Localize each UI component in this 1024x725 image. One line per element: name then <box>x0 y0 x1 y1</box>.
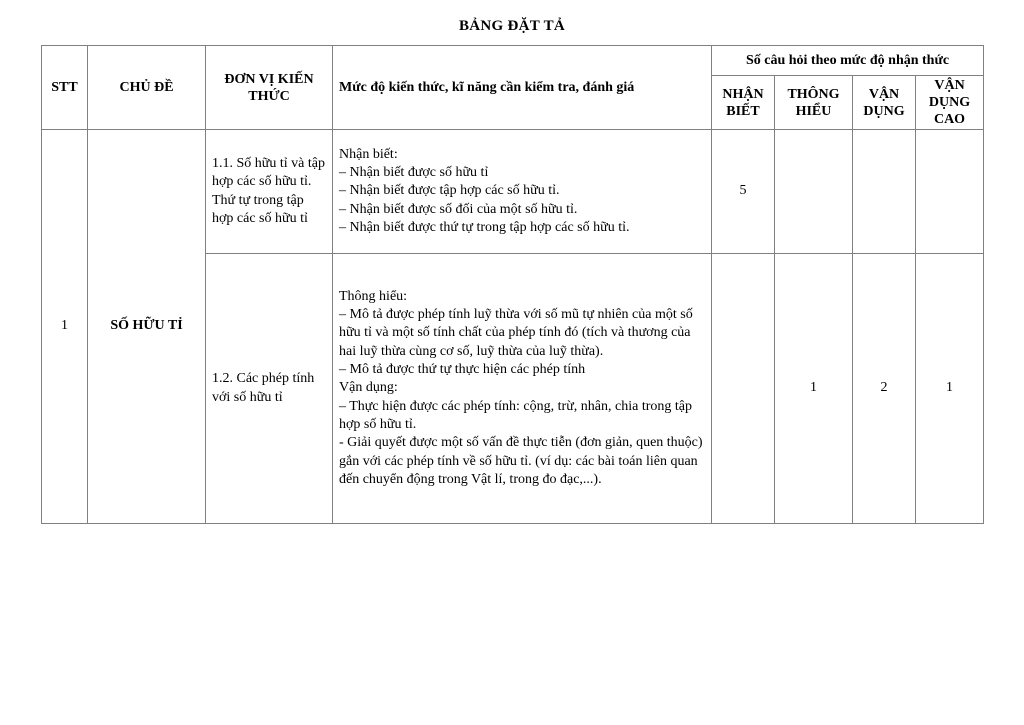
header-thong-hieu: THÔNG HIỂU <box>775 76 853 130</box>
description-line: – Nhận biết được số đối của một số hữu tỉ. <box>339 201 578 217</box>
count-nhan-biet <box>712 254 775 524</box>
description-line: – Nhận biết được thứ tự trong tập hợp các số hữu tỉ. <box>339 219 630 235</box>
header-don-vi-kien-thuc: ĐƠN VỊ KIẾN THỨC <box>206 46 333 130</box>
table-row <box>42 130 984 254</box>
unit-description <box>333 254 712 524</box>
description-line: - Giải quyết được một số vấn đề thực tiễn (đơn giản, quen thuộc) gắn với các phép tính về số hữu tỉ. (ví dụ: các bài toán liên quan đến chuyển động trong Vật lí, trong đo đạc,...). <box>339 435 703 487</box>
header-nhan-biet: NHẬN BIẾT <box>712 76 775 130</box>
header-so-cau-hoi: Số câu hỏi theo mức độ nhận thức <box>712 46 984 76</box>
unit-name: 1.1. Số hữu tỉ và tập hợp các số hữu tỉ. Thứ tự trong tập hợp các số hữu tỉ <box>206 130 333 254</box>
unit-name: 1.2. Các phép tính với số hữu tỉ <box>206 254 333 524</box>
description-line: – Nhận biết được số hữu tỉ <box>339 165 489 181</box>
count-van-dung <box>853 130 916 254</box>
count-thong-hieu: 1 <box>775 254 853 524</box>
description-line: Nhận biết: <box>339 146 398 162</box>
document-title: BẢNG ĐẶT TẢ <box>458 18 566 34</box>
count-van-dung-cao: 1 <box>916 254 984 524</box>
specification-table <box>41 45 984 524</box>
header-stt: STT <box>42 46 88 130</box>
count-thong-hieu <box>775 130 853 254</box>
description-line: – Mô tả được phép tính luỹ thừa với số mũ tự nhiên của một số hữu tỉ và một số tính chất của phép tính đó (tích và thương của hai luỹ thừa cùng cơ số, luỹ thừa của luỹ thừa). <box>339 307 693 359</box>
description-line: Vận dụng: <box>339 380 398 396</box>
header-chu-de: CHỦ ĐỀ <box>88 46 206 130</box>
description-line: – Mô tả được thứ tự thực hiện các phép tính <box>339 362 586 378</box>
header-muc-do: Mức độ kiến thức, kĩ năng cần kiểm tra, đánh giá <box>333 46 712 130</box>
count-van-dung: 2 <box>853 254 916 524</box>
description-line: – Nhận biết được tập hợp các số hữu tỉ. <box>339 183 560 199</box>
description-line: – Thực hiện được các phép tính: cộng, trừ, nhân, chia trong tập hợp số hữu tỉ. <box>339 398 692 432</box>
header-van-dung-cao: VẬN DỤNG CAO <box>916 76 984 130</box>
count-van-dung-cao <box>916 130 984 254</box>
description-line: Thông hiểu: <box>339 288 408 304</box>
row-stt: 1 <box>42 130 88 524</box>
count-nhan-biet: 5 <box>712 130 775 254</box>
row-chu-de: SỐ HỮU TỈ <box>88 130 206 524</box>
header-van-dung: VẬN DỤNG <box>853 76 916 130</box>
unit-description <box>333 130 712 254</box>
